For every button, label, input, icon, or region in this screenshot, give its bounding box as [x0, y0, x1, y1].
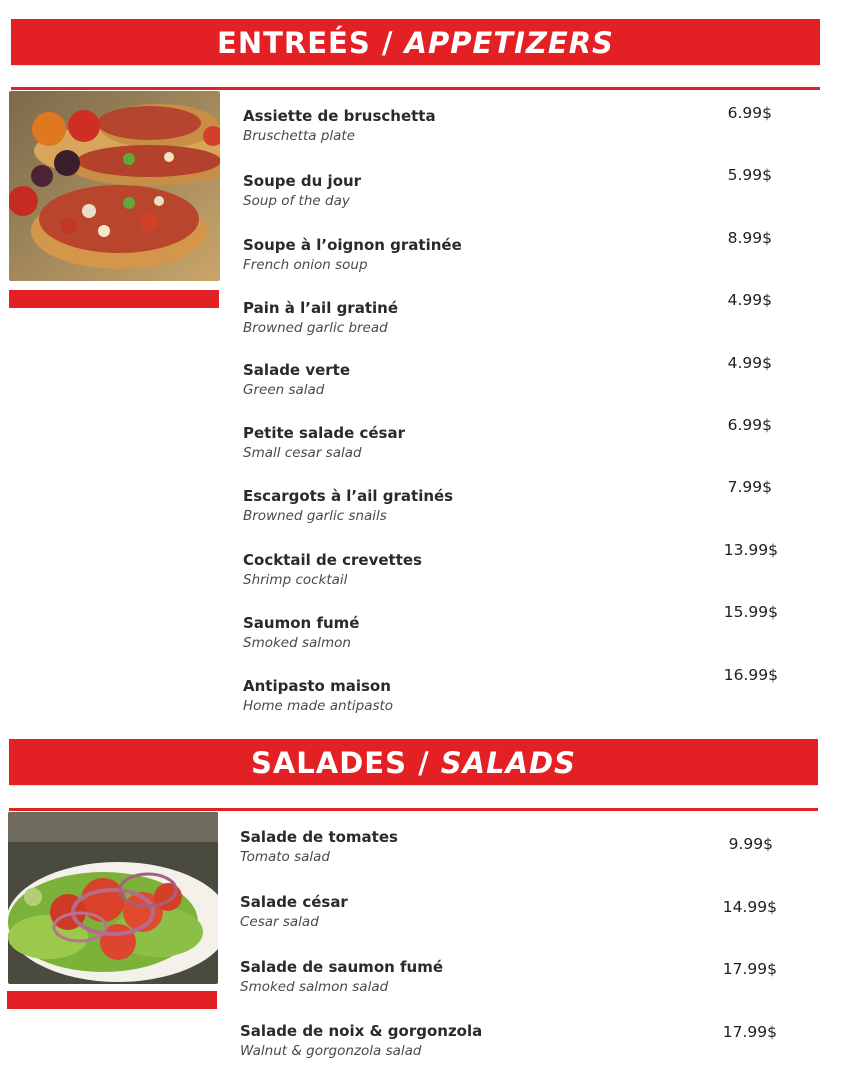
item-price: 7.99$: [727, 478, 772, 496]
salads-divider: [9, 808, 818, 811]
salads-title-en: SALADS: [440, 746, 577, 780]
item-name: Salade verte: [243, 361, 351, 379]
item-price: 9.99$: [728, 835, 773, 853]
item-translation: Browned garlic snails: [243, 508, 387, 524]
item-name: Petite salade césar: [243, 424, 406, 442]
item-price: 16.99$: [723, 666, 778, 684]
item-translation: Green salad: [243, 382, 325, 398]
appetizer-item: [243, 235, 462, 275]
item-price: 17.99$: [722, 960, 777, 978]
item-name: Salade de saumon fumé: [240, 958, 444, 976]
salads-banner: [9, 739, 818, 785]
appetizers-divider: [11, 87, 820, 90]
item-price: 4.99$: [727, 291, 772, 309]
appetizer-item: [243, 298, 398, 338]
item-price: 6.99$: [727, 104, 772, 122]
item-price: 6.99$: [727, 416, 772, 434]
item-translation: Bruschetta plate: [243, 128, 356, 144]
salad-item: [240, 827, 398, 867]
item-name: Antipasto maison: [243, 677, 391, 695]
item-price: 13.99$: [723, 541, 778, 559]
salads-photo-bar: [7, 991, 217, 1009]
item-translation: Soup of the day: [243, 193, 350, 209]
appetizer-item: [243, 171, 361, 211]
appetizer-item: [243, 486, 453, 526]
appetizers-banner: [11, 19, 820, 65]
salad-item: [240, 892, 348, 932]
item-price: 5.99$: [727, 166, 772, 184]
item-name: Saumon fumé: [243, 614, 360, 632]
appetizers-title-fr: ENTREÉS /: [217, 26, 394, 60]
appetizer-item: [243, 106, 436, 146]
item-translation: Browned garlic bread: [243, 320, 388, 336]
item-translation: Home made antipasto: [243, 698, 394, 714]
item-name: Pain à l’ail gratiné: [243, 299, 398, 317]
appetizer-item: [243, 360, 350, 400]
appetizer-item: [243, 676, 393, 716]
item-name: Assiette de bruschetta: [243, 107, 436, 125]
item-name: Salade de tomates: [240, 828, 398, 846]
bruschetta-photo: [9, 91, 220, 281]
item-price: 15.99$: [723, 603, 778, 621]
item-translation: Cesar salad: [240, 914, 319, 930]
appetizers-photo-bar: [9, 290, 219, 308]
appetizers-title-en: APPETIZERS: [404, 26, 614, 60]
appetizer-item: [243, 550, 422, 590]
item-price: 8.99$: [727, 229, 772, 247]
item-price: 14.99$: [722, 898, 777, 916]
item-translation: Walnut & gorgonzola salad: [240, 1043, 422, 1059]
salad-item: [240, 1021, 482, 1061]
item-name: Escargots à l’ail gratinés: [243, 487, 454, 505]
salad-item: [240, 957, 443, 997]
item-translation: Shrimp cocktail: [243, 572, 348, 588]
item-translation: Smoked salmon: [243, 635, 351, 651]
item-price: 4.99$: [727, 354, 772, 372]
appetizer-item: [243, 613, 359, 653]
item-name: Salade césar: [240, 893, 348, 911]
salads-title-fr: SALADES /: [250, 746, 430, 780]
item-name: Salade de noix & gorgonzola: [240, 1022, 483, 1040]
item-translation: Small cesar salad: [243, 445, 362, 461]
item-name: Soupe du jour: [243, 172, 362, 190]
item-translation: French onion soup: [243, 257, 368, 273]
item-translation: Tomato salad: [240, 849, 331, 865]
item-name: Soupe à l’oignon gratinée: [243, 236, 462, 254]
item-translation: Smoked salmon salad: [240, 979, 389, 995]
item-name: Cocktail de crevettes: [243, 551, 422, 569]
salad-photo: [8, 812, 218, 984]
item-price: 17.99$: [722, 1023, 777, 1041]
appetizer-item: [243, 423, 405, 463]
